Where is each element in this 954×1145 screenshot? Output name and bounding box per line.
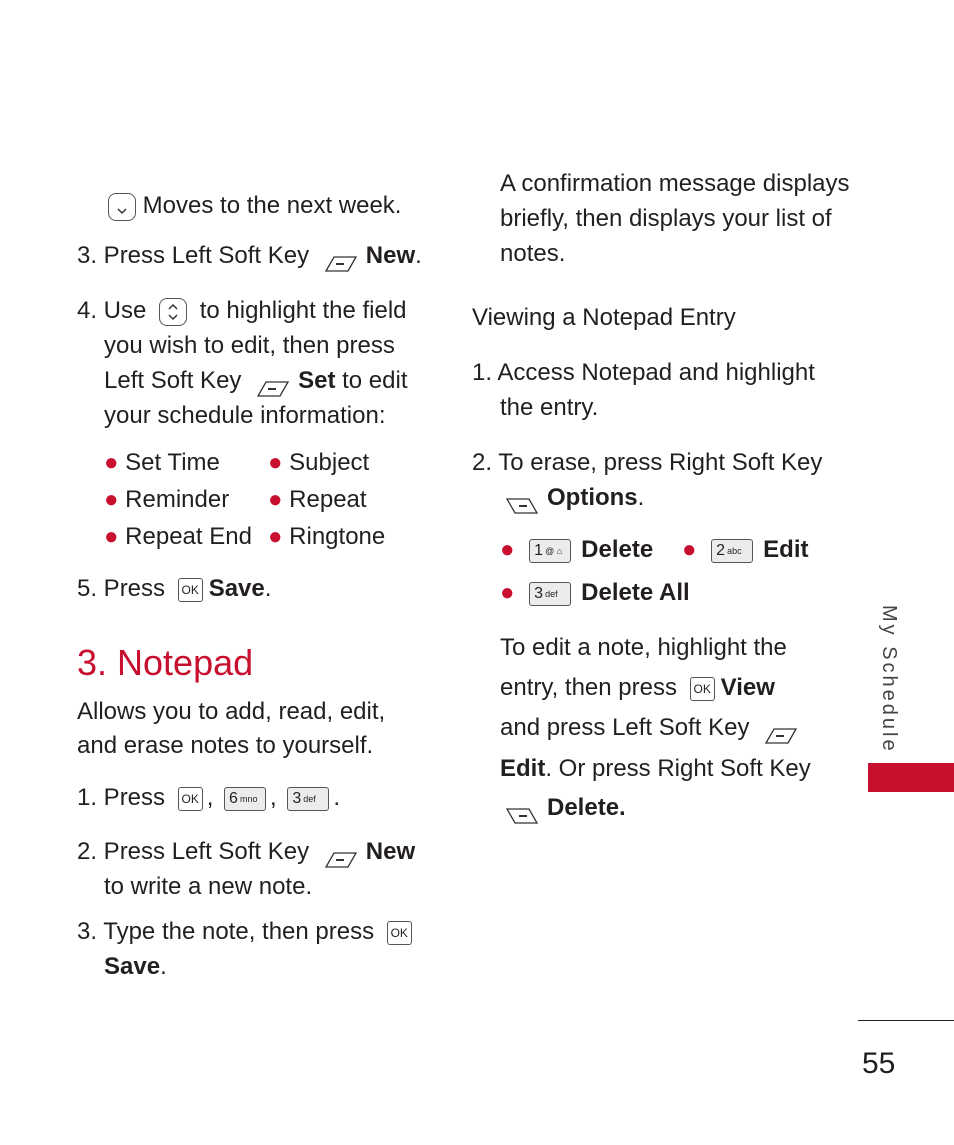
notepad-step1 [77,780,340,815]
key-6-icon: 6 $^{mno}$ [224,787,266,811]
option-repeat-end: ● Repeat End [104,523,252,550]
section-title: 3. Notepad [77,642,254,683]
key-1-icon: 1 @ ⌂ [529,539,571,563]
left-soft-key-icon [256,373,290,391]
view-step1-line1: 1. Access Notepad and highlight [472,359,815,386]
step4-highlight: to highlight the field [199,297,407,324]
opt-delete: ● 1 @ ⌂ Delete [500,536,654,563]
ok-key-icon: OK [178,787,203,811]
delete-bold-label: Delete. [547,794,626,821]
footer-rule [858,1020,954,1021]
np-step2-text: 2. Press Left Soft Key [77,838,310,865]
np-new-label: New [365,838,416,865]
left-soft-key-icon [324,248,358,266]
step3-line [77,238,422,273]
notepad-step2-line2: to write a new note. [104,873,313,900]
view-step2-line2 [505,480,644,515]
edit-line1: To edit a note, highlight the [500,634,787,661]
notepad-desc-line2: and erase notes to yourself. [77,732,374,759]
edit-label: Edit [763,536,809,563]
edit-line5 [505,790,626,825]
step4-to-edit: to edit [342,367,408,394]
edit-press-lsk: and press Left Soft Key [500,714,750,741]
set-label: Set [298,367,336,394]
save-label: Save [208,575,265,602]
step4-line2: you wish to edit, then press [104,332,395,359]
nav-up-down-key-icon [159,298,187,326]
confirm-line3: notes. [500,240,566,267]
np-step3-period: . [160,953,167,980]
step5-press: 5. Press [77,575,166,602]
view-step1-line2: the entry. [500,394,599,421]
confirm-line2: briefly, then displays your list of [500,205,832,232]
notepad-step3-line1 [77,914,412,949]
np-sep2: , [270,784,277,811]
right-soft-key-icon [505,800,539,818]
ok-key-icon: OK [690,677,715,701]
step5-period: . [264,575,272,602]
edit-then-press: entry, then press [500,674,677,701]
opt-delete-all: ● 3 $^{def}$ Delete All [500,579,690,606]
new-label: New [365,242,416,269]
notepad-step3-line2 [104,949,167,984]
subheading: Viewing a Notepad Entry [472,304,736,331]
option-set-time: ● Set Time [104,449,220,476]
notepad-step2-line1 [77,834,415,869]
option-ringtone: ● Ringtone [268,523,386,550]
np-sep1: , [206,784,214,811]
edit-line3 [500,710,798,745]
key-3-icon: 3 $^{def}$ [287,787,329,811]
step4-line4: your schedule information: [104,402,386,429]
edit-line4 [500,751,811,786]
step3-period: . [415,242,422,269]
view-step2-line1: 2. To erase, press Right Soft Key [472,449,823,476]
page-number: 55 [862,1047,896,1080]
side-tab-bar [868,763,954,792]
edit-or-press: . Or press Right Soft Key [545,755,811,782]
right-soft-key-icon [505,490,539,508]
confirm-line1: A confirmation message displays [500,170,850,197]
step3-text: 3. Press Left Soft Key [77,242,310,269]
notepad-desc-line1: Allows you to add, read, edit, [77,698,386,725]
step4-line1 [77,293,407,328]
step4-lsk: Left Soft Key [104,367,242,394]
nav-down-key-icon [108,193,136,221]
np-save-label: Save [104,953,161,980]
ok-key-icon: OK [387,921,412,945]
option-reminder: ● Reminder [104,486,230,513]
delete-label: Delete [581,536,654,563]
moves-next-week-text: Moves to the next week. [142,192,402,219]
step5-line [77,571,271,606]
moves-next-week-line [108,188,401,223]
options-period: . [637,484,645,511]
options-label: Options [547,484,638,511]
edit-bold-label: Edit [500,755,546,782]
option-repeat: ● Repeat [268,486,367,513]
left-soft-key-icon [764,720,798,738]
delete-all-label: Delete All [581,579,690,606]
option-subject: ● Subject [268,449,370,476]
key-2-icon: 2 $^{abc}$ [711,539,753,563]
view-label: View [720,674,775,701]
step4-line3 [104,363,408,398]
step4-use: 4. Use [77,297,147,324]
ok-key-icon: OK [178,578,203,602]
np-end: . [333,784,341,811]
np-step3-text: 3. Type the note, then press [77,918,375,945]
edit-line2 [500,670,775,705]
np-step1-press: 1. Press [77,784,166,811]
side-tab-label: My Schedule [878,605,900,754]
key-3-icon: 3 $^{def}$ [529,582,571,606]
opt-edit: ● 2 $^{abc}$ Edit [682,536,809,563]
left-soft-key-icon [324,844,358,862]
